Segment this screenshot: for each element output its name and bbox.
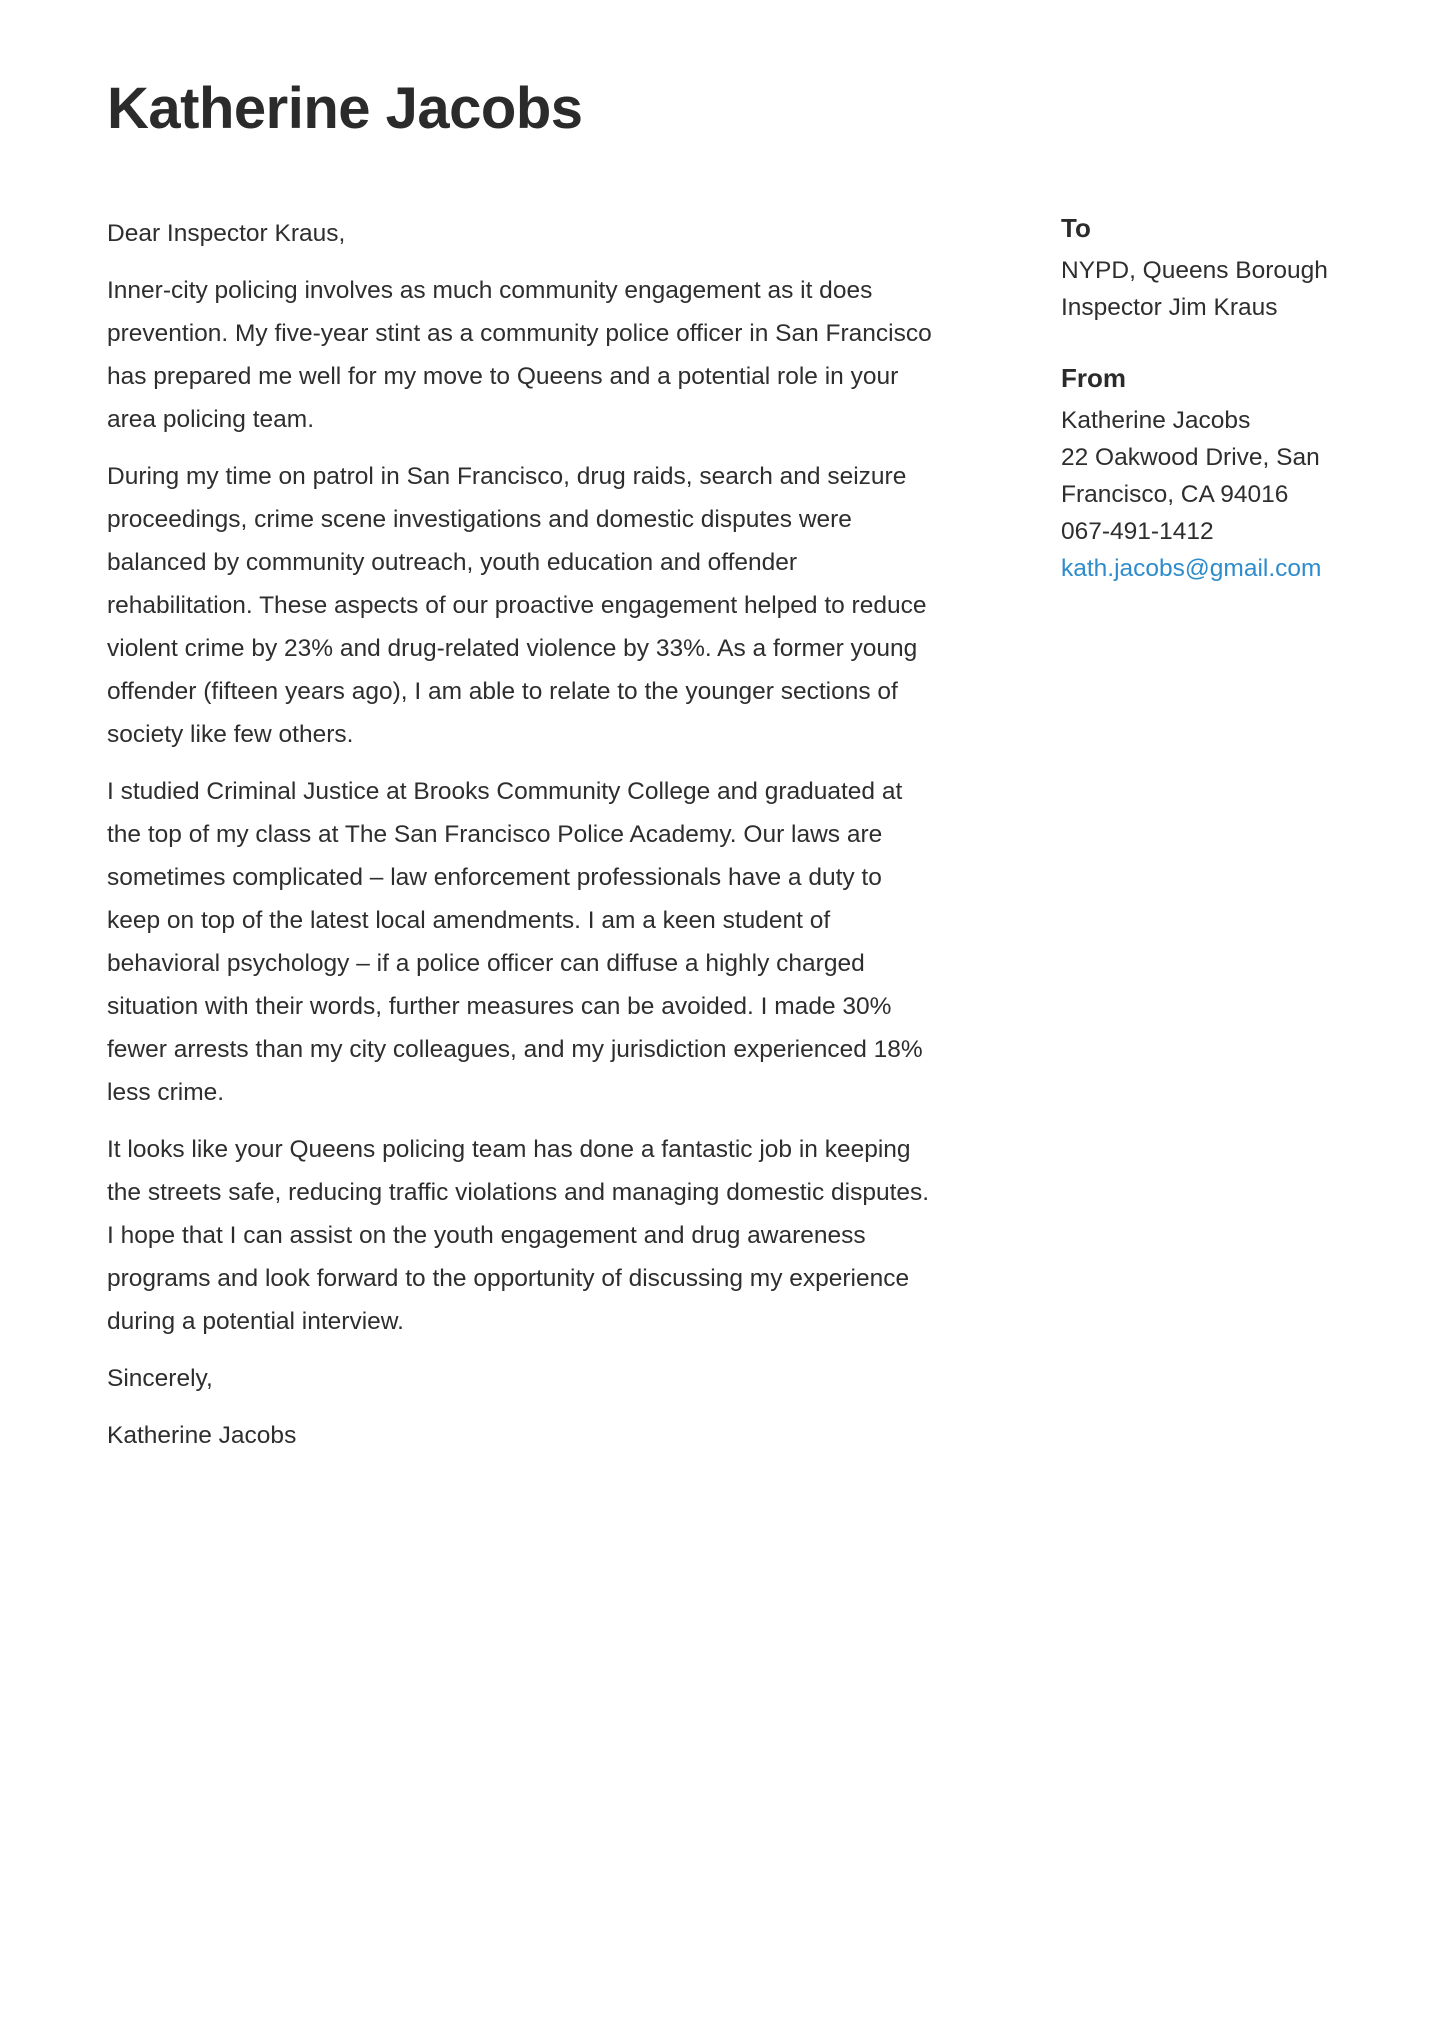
sender-address-line1: 22 Oakwood Drive, San [1061,444,1320,471]
closing: Sincerely, [107,1365,213,1392]
sender-name: Katherine Jacobs [1061,407,1251,434]
letter-body [107,212,937,1471]
paragraph-intro: Inner-city policing involves as much community engagement as it does prevention. My five-year stint as a community police officer in San Francisco has prepared me well for my move to Queens and a potential role in your area policing team. [107,277,932,433]
salutation: Dear Inspector Kraus, [107,220,346,247]
paragraph-experience: During my time on patrol in San Francisco, drug raids, search and seizure proceedings, crime scene investigations and domestic disputes were balanced by community outreach, youth education and offender rehabilitation. These aspects of our proactive engagement helped to reduce violent crime by 23% and drug-related violence by 33%. As a former young offender (fifteen years ago), I am able to relate to the younger sections of society like few others. [107,463,927,748]
sender-block [1061,358,1361,587]
signature: Katherine Jacobs [107,1422,297,1449]
paragraph-education: I studied Criminal Justice at Brooks Community College and graduated at the top of my class at The San Francisco Police Academy. Our laws are sometimes complicated – law enforcement professionals have a duty to keep on top of the latest local amendments. I am a keen student of behavioral psychology – if a police officer can diffuse a highly charged situation with their words, further measures can be avoided. I made 30% fewer arrests than my city colleagues, and my jurisdiction experienced 18% less crime. [107,778,923,1106]
sender-email-link[interactable]: kath.jacobs@gmail.com [1061,555,1322,582]
contact-sidebar [1061,208,1361,619]
sender-phone: 067-491-1412 [1061,518,1214,545]
recipient-name: Inspector Jim Kraus [1061,294,1278,321]
from-heading: From [1061,363,1126,393]
sender-address-line2: Francisco, CA 94016 [1061,481,1289,508]
to-heading: To [1061,213,1091,243]
recipient-block [1061,208,1361,326]
applicant-name: Katherine Jacobs [107,76,583,141]
paragraph-closing: It looks like your Queens policing team has done a fantastic job in keeping the streets safe, reducing traffic violations and managing domestic disputes. I hope that I can assist on the youth engagement and drug awareness programs and look forward to the opportunity of discussing my experience during a potential interview. [107,1136,930,1335]
recipient-organization: NYPD, Queens Borough [1061,257,1328,284]
